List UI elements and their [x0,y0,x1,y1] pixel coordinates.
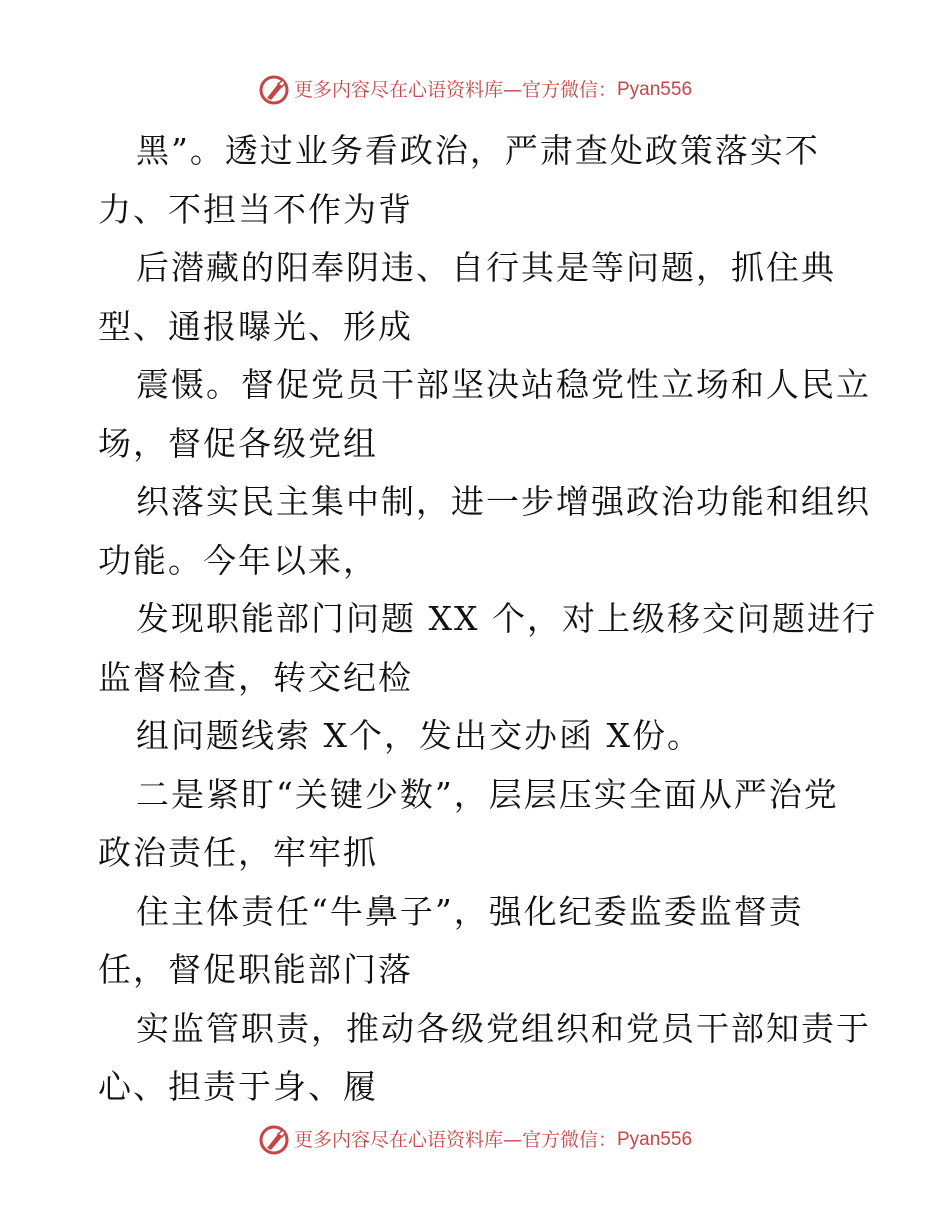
body-line: 组问题线索 X个，发出交办函 X份。 [136,716,702,755]
body-line: 型、通报曝光、形成 [98,306,413,346]
pen-nib-circle-icon [258,74,290,106]
body-line: 力、不担当不作为背 [98,189,413,229]
watermark-main-text: 更多内容尽在心语资料库 [293,1129,503,1151]
body-line: 实监管职责，推动各级党组织和党员干部知责于 [136,1008,871,1048]
header-watermark [0,70,950,110]
watermark-official-label: 官方微信： [521,1129,617,1151]
watermark-wechat-id: Pyan556 [617,1129,693,1150]
body-line: 发现职能部门问题 XX 个，对上级移交问题进行 [136,599,877,638]
body-line: 任，督促职能部门落 [98,950,413,989]
body-line: 震慑。督促党员干部坚决站稳党性立场和人民立 [136,365,871,404]
body-line: 功能。今年以来， [98,540,378,580]
body-line: 后潜藏的阳奉阴违、自行其是等问题，抓住典 [136,248,836,287]
watermark-dash: — [502,79,522,101]
document-body [98,122,877,1117]
body-line: 政治责任，牢牢抓 [98,833,378,872]
body-line: 心、担责于身、履 [98,1067,378,1106]
watermark-official-label: 官方微信： [521,79,617,101]
watermark-dash: — [502,1129,522,1151]
body-line: 二是紧盯“关键少数”，层层压实全面从严治党 [136,774,839,814]
watermark-wechat-id: Pyan556 [617,79,693,100]
body-line: 场，督促各级党组 [98,423,378,463]
body-line: 监督检查，转交纪检 [98,657,413,697]
body-line: 住主体责任“牛鼻子”，强化纪委监委监督责 [136,891,804,931]
footer-watermark [0,1120,950,1160]
body-line: 黑”。透过业务看政治，严肃查处政策落实不 [136,131,820,170]
pen-nib-circle-icon [258,1124,290,1156]
watermark-main-text: 更多内容尽在心语资料库 [293,79,503,101]
body-line: 织落实民主集中制，进一步增强政治功能和组织 [136,482,871,521]
